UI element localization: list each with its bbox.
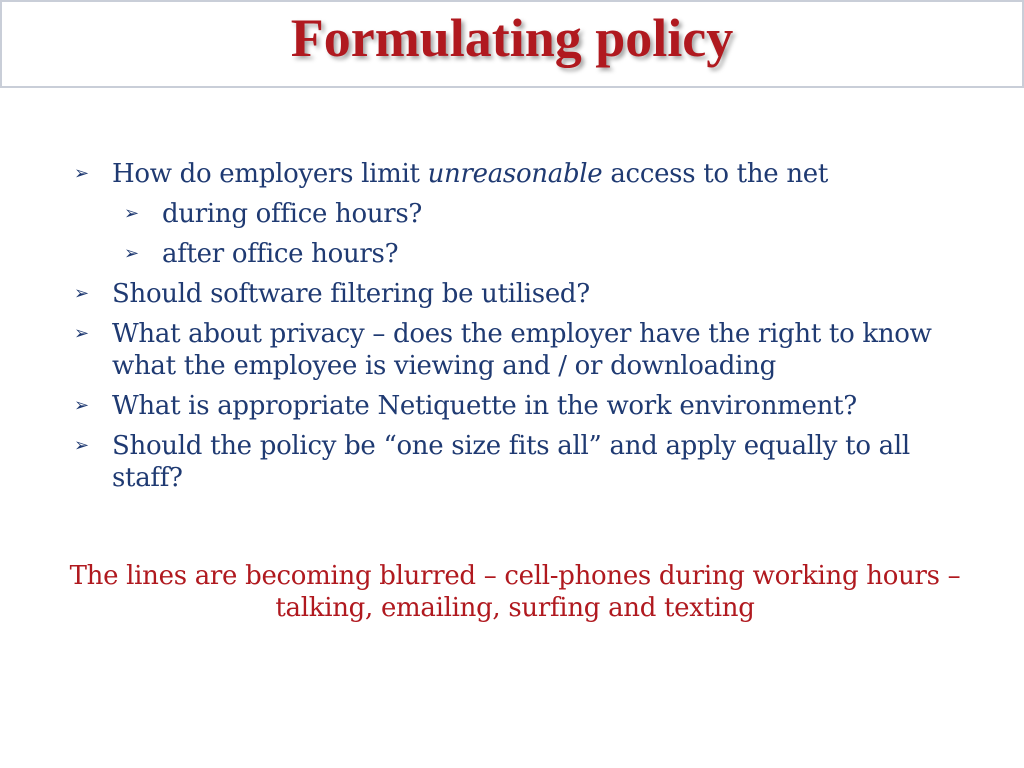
sub-bullet-item — [124, 238, 974, 270]
bullet-item — [74, 390, 974, 422]
bullet-item — [74, 318, 974, 382]
bullet-list — [74, 158, 974, 502]
arrow-bullet-icon: ➢ — [74, 435, 89, 456]
bullet-text: What about privacy – does the employer have the right to know what the employee is viewing and / or downloading — [112, 319, 932, 381]
slide-title: Formulating policy — [290, 8, 734, 68]
bullet-item — [74, 278, 974, 310]
bullet-text-emphasis: unreasonable — [427, 159, 603, 189]
arrow-bullet-icon: ➢ — [74, 283, 89, 304]
bullet-text: What is appropriate Netiquette in the work environment? — [112, 391, 857, 421]
arrow-bullet-icon: ➢ — [124, 203, 139, 224]
bullet-item — [74, 430, 974, 494]
arrow-bullet-icon: ➢ — [74, 323, 89, 344]
bullet-text-pre: How do employers limit — [112, 159, 428, 189]
arrow-bullet-icon: ➢ — [74, 395, 89, 416]
bullet-text: during office hours? — [162, 199, 423, 229]
sub-bullet-item — [124, 198, 974, 230]
arrow-bullet-icon: ➢ — [74, 163, 89, 184]
bullet-text: after office hours? — [162, 239, 399, 269]
arrow-bullet-icon: ➢ — [124, 243, 139, 264]
bullet-item — [74, 158, 974, 190]
highlight-note: The lines are becoming blurred – cell-phones during working hours – talking, emailing, surfing and texting — [69, 561, 961, 623]
bullet-text: Should software filtering be utilised? — [112, 279, 590, 309]
bullet-text: Should the policy be “one size fits all” and apply equally to all staff? — [112, 431, 910, 493]
bullet-text-post: access to the net — [602, 159, 829, 189]
